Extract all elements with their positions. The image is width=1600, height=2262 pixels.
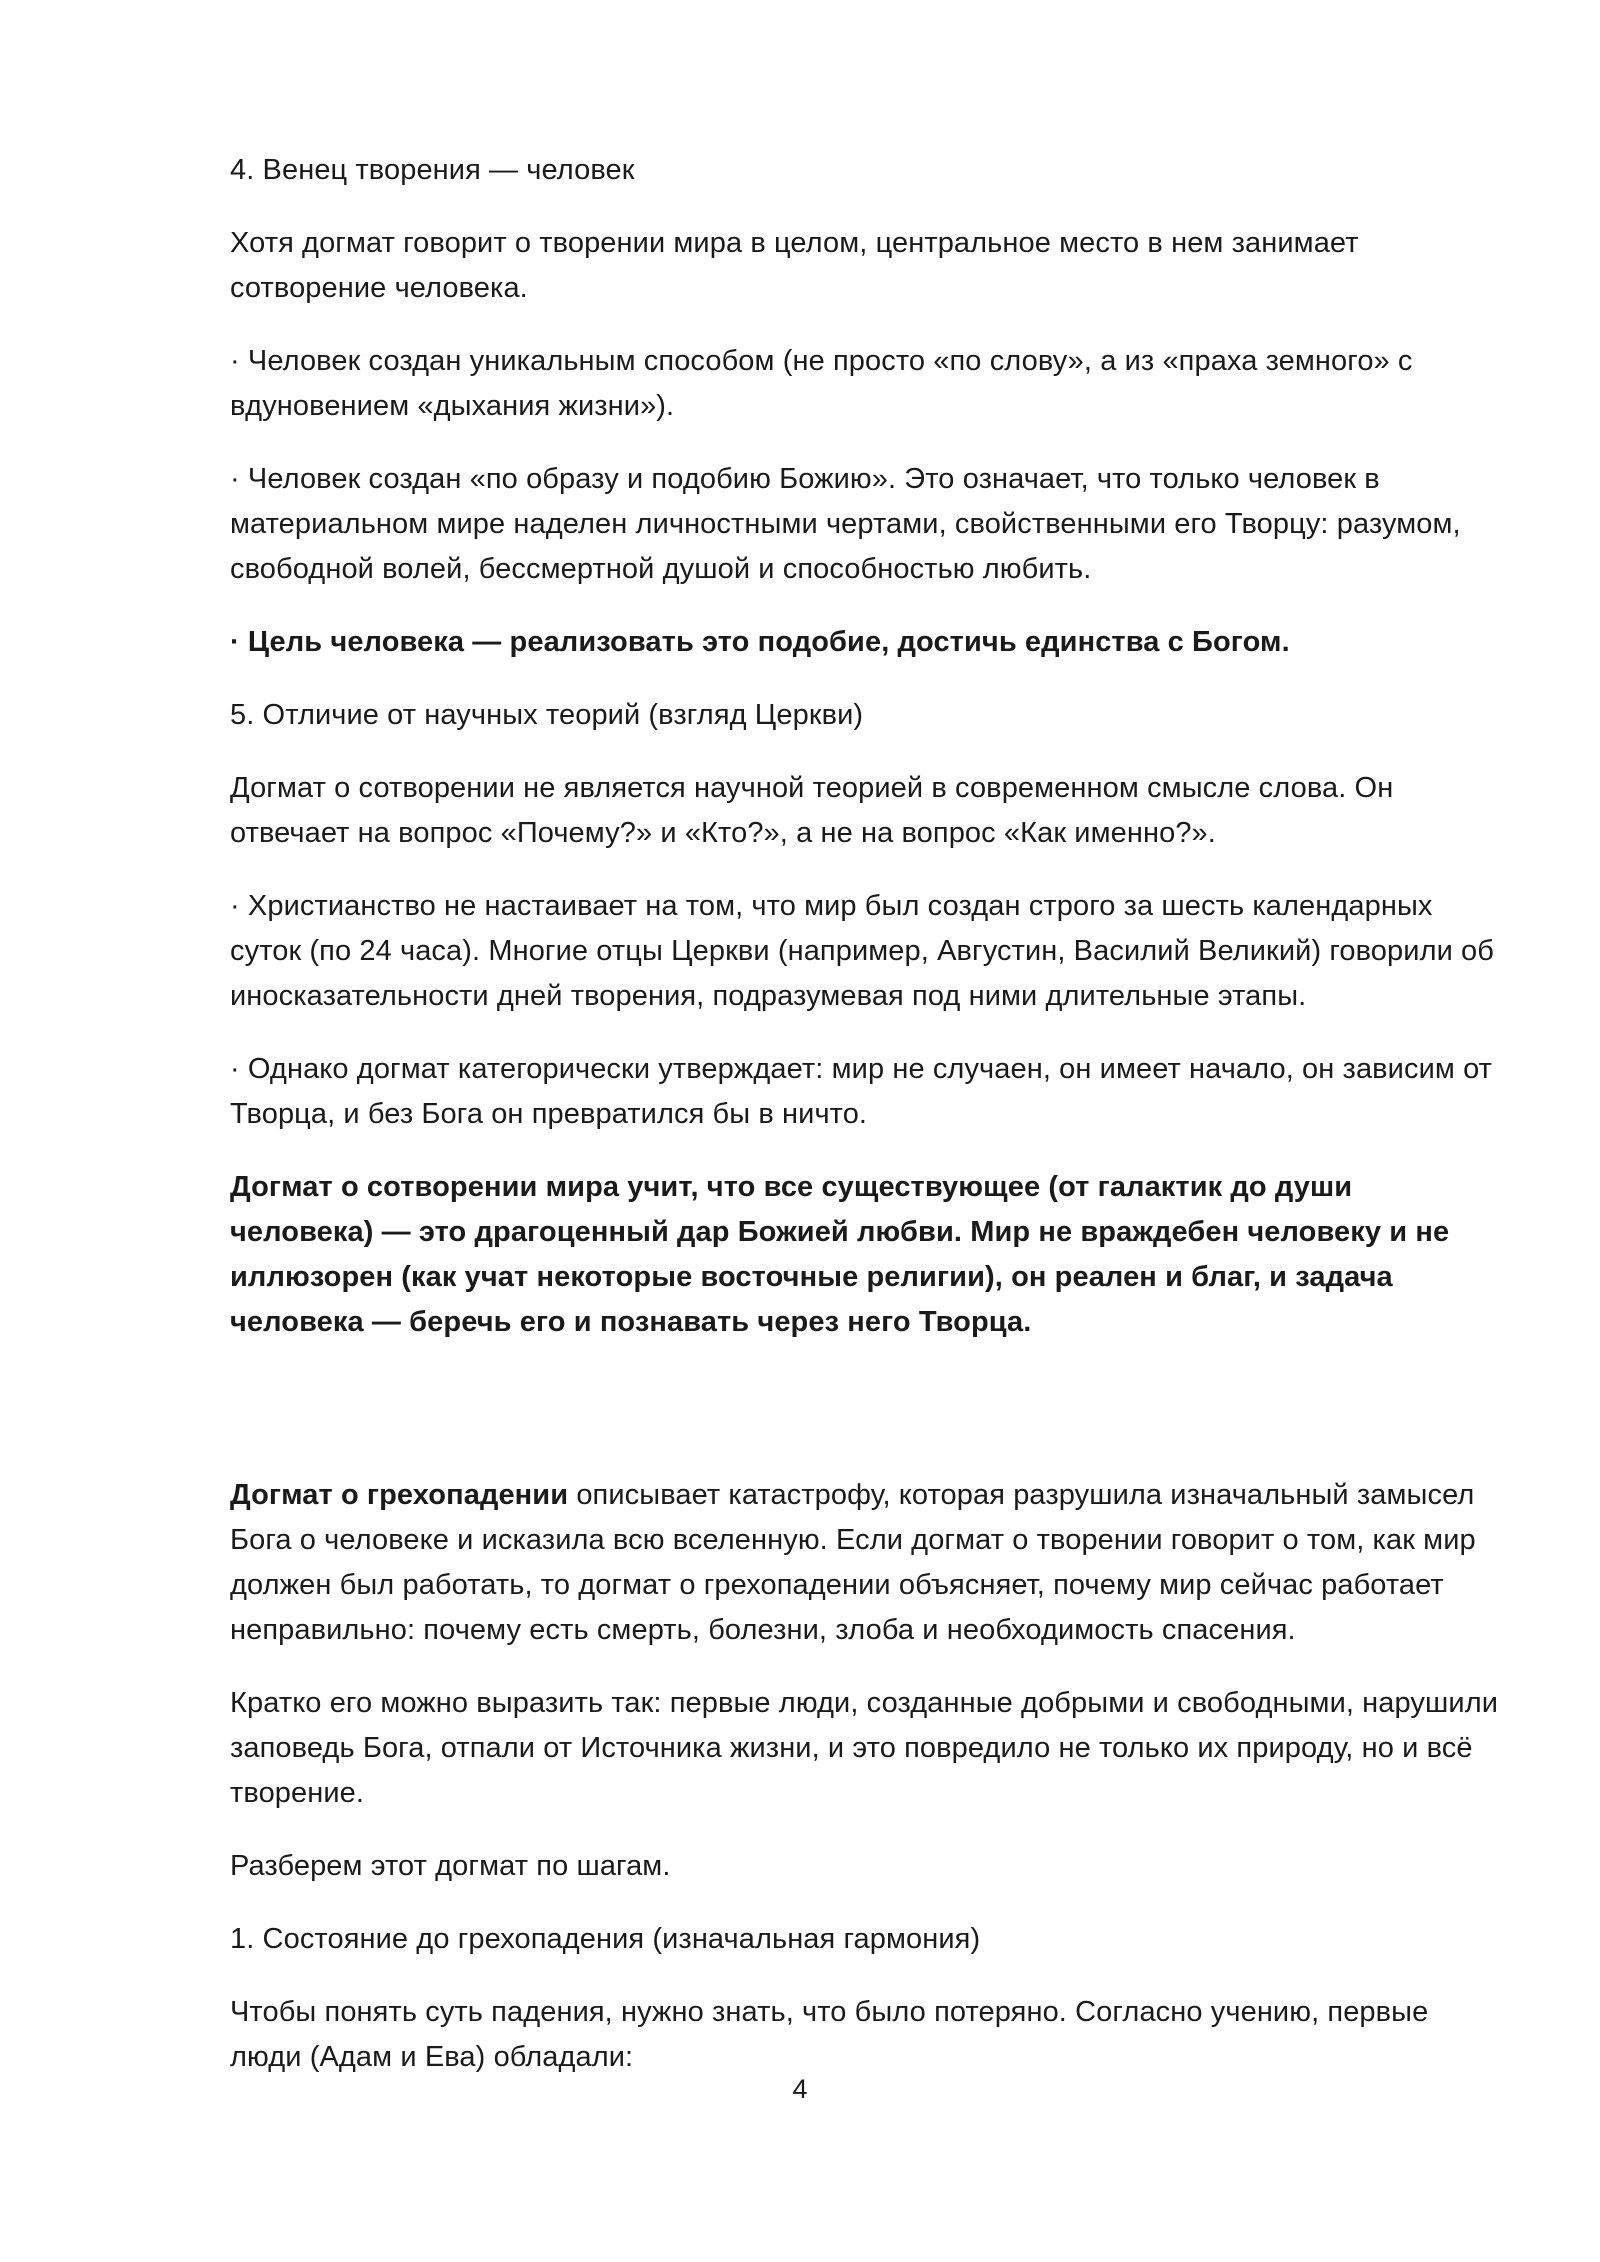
bullet-paragraph: · Человек создан «по образу и подобию Божию». Это означает, что только человек в материальном мире наделен личностными чертами, свойственными его Творцу: разумом, свободной волей, бессмертной душой и способностью любить. xyxy=(230,463,1461,585)
paragraph-text: Чтобы понять суть падения, нужно знать, что было потеряно. Согласно учению, первые люди (Адам и Ева) обладали: xyxy=(230,1996,1429,2073)
bullet-paragraph: · Однако догмат категорически утверждает: мир не случаен, он имеет начало, он зависим от Творца, и без Бога он превратился бы в ничто. xyxy=(230,1053,1493,1130)
section-heading-crown-of-creation: 4. Венец творения — человек xyxy=(230,154,635,186)
page-content xyxy=(230,148,1500,2108)
summary-paragraph-bold: Догмат о сотворении мира учит, что все существующее (от галактик до души человека) — это драгоценный дар Божией любви. Мир не враждебен человеку и не иллюзорен (как учат некоторые восточные религии), он реален и благ, и задача человека — беречь его и познавать через него Творца. xyxy=(230,1171,1450,1338)
paragraph-text: Хотя догмат говорит о творении мира в целом, центральное место в нем занимает сотворение человека. xyxy=(230,227,1359,304)
section-heading-science-difference: 5. Отличие от научных теорий (взгляд Церкви) xyxy=(230,699,864,731)
bullet-paragraph: · Христианство не настаивает на том, что мир был создан строго за шесть календарных суток (по 24 часа). Многие отцы Церкви (например, Августин, Василий Великий) говорили об иносказательности дней творения, подразумевая под ними длительные этапы. xyxy=(230,890,1494,1012)
paragraph-text: Разберем этот догмат по шагам. xyxy=(230,1850,671,1882)
bullet-paragraph-bold: · Цель человека — реализовать это подобие, достичь единства с Богом. xyxy=(230,626,1290,658)
section-heading-before-fall: 1. Состояние до грехопадения (изначальная гармония) xyxy=(230,1923,981,1955)
bullet-paragraph: · Человек создан уникальным способом (не просто «по слову», а из «праха земного» с вдуновением «дыхания жизни»). xyxy=(230,345,1413,422)
fall-intro-paragraph xyxy=(230,1473,1500,1653)
paragraph-text: Догмат о сотворении не является научной теорией в современном смысле слова. Он отвечает на вопрос «Почему?» и «Кто?», а не на вопрос «Как именно?». xyxy=(230,772,1394,849)
fall-intro-text: описывает катастрофу, которая разрушила изначальный замысел Бога о человеке и исказила всю вселенную. Если догмат о творении говорит о том, как мир должен был работать, то догмат о грехопадении объясняет, почему мир сейчас работает неправильно: почему есть смерть, болезни, злоба и необходимость спасения. xyxy=(230,1479,1476,1646)
page-number: 4 xyxy=(792,2074,808,2104)
section-spacer xyxy=(230,1373,1500,1473)
paragraph-text: Кратко его можно выразить так: первые люди, созданные добрыми и свободными, нарушили заповедь Бога, отпали от Источника жизни, и это повредило не только их природу, но и всё творение. xyxy=(230,1687,1499,1809)
fall-intro-bold-term: Догмат о грехопадении xyxy=(230,1479,569,1511)
